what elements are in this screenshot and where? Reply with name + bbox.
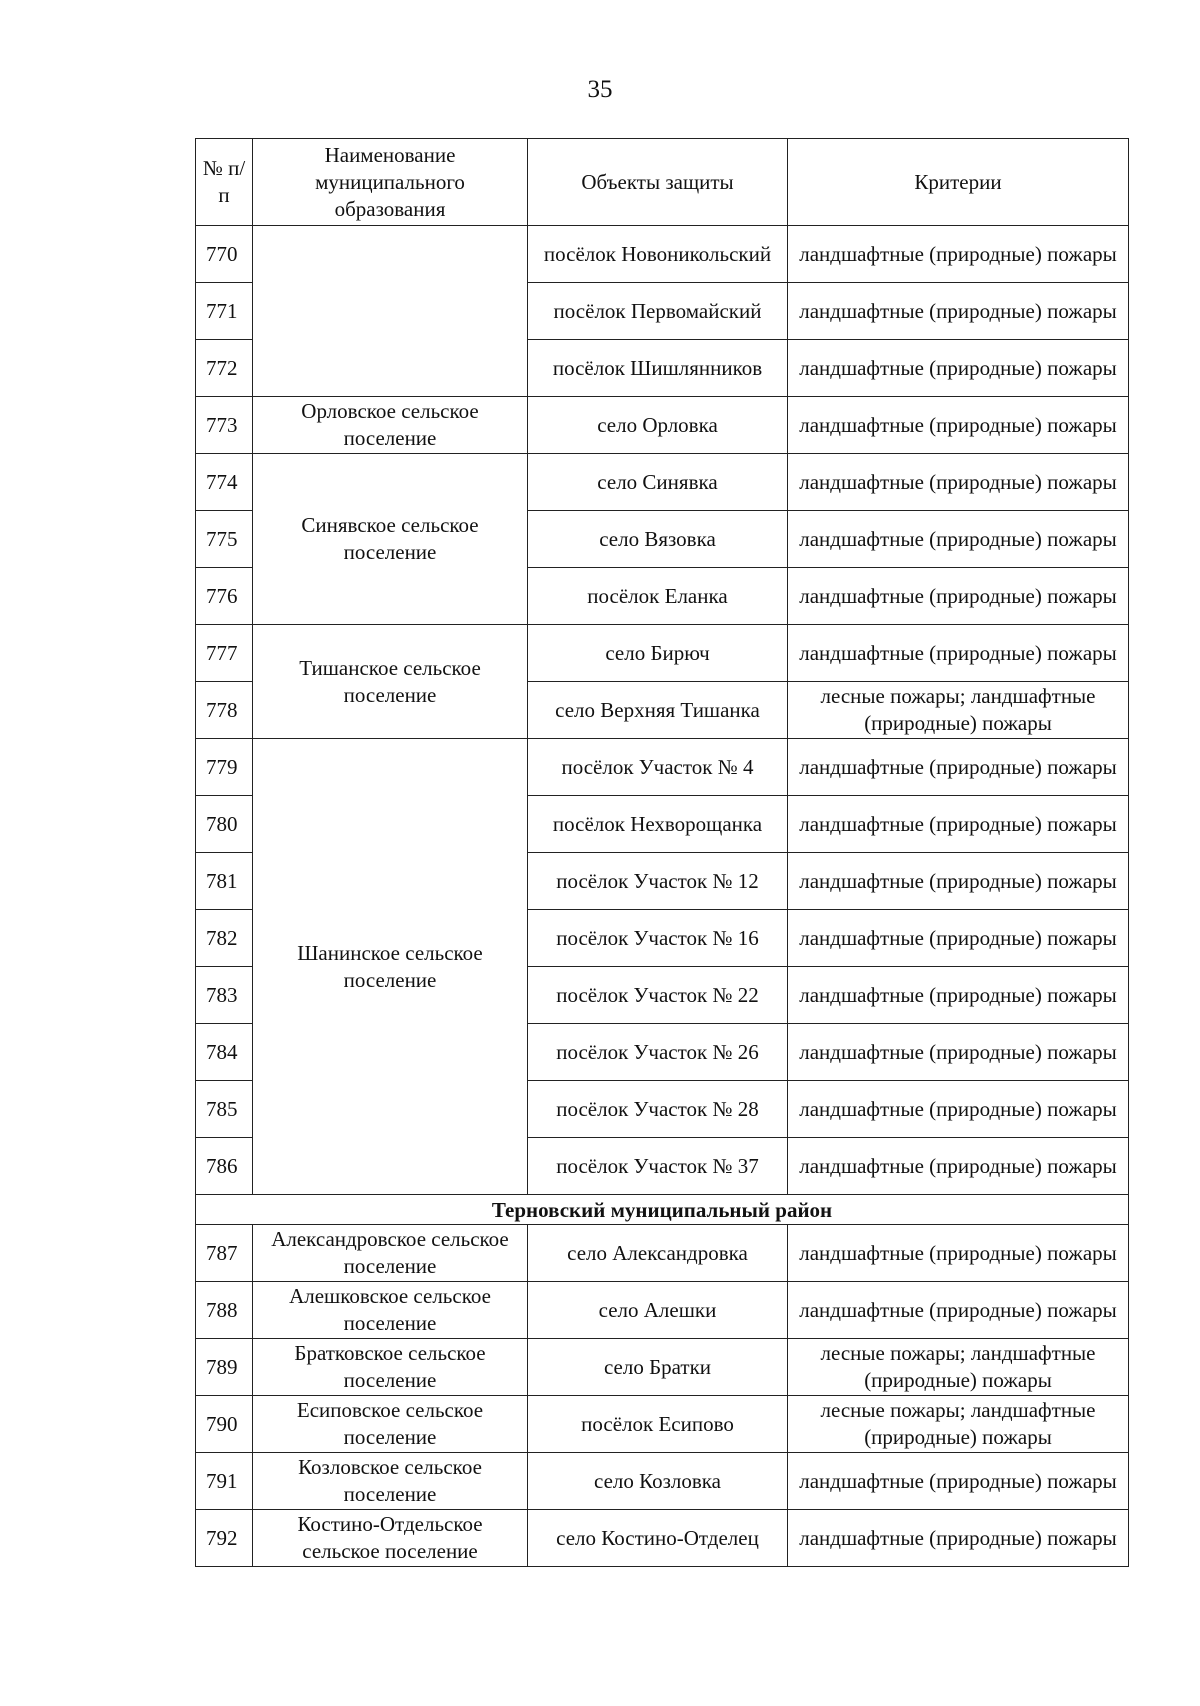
table-row (196, 1453, 1129, 1510)
criteria-cell: ландшафтные (природные) пожары (788, 796, 1129, 853)
municipality-cell: Козловское сельское поселение (253, 1453, 528, 1510)
protection-object-cell: село Александровка (528, 1225, 788, 1282)
row-number: 780 (196, 796, 253, 853)
header-object: Объекты защиты (528, 139, 788, 226)
row-number: 777 (196, 625, 253, 682)
row-number: 776 (196, 568, 253, 625)
row-number: 783 (196, 967, 253, 1024)
criteria-cell: ландшафтные (природные) пожары (788, 568, 1129, 625)
criteria-cell: ландшафтные (природные) пожары (788, 226, 1129, 283)
table-row (196, 1396, 1129, 1453)
row-number: 775 (196, 511, 253, 568)
table-row (196, 1510, 1129, 1567)
municipality-cell: Александровское сельское поселение (253, 1225, 528, 1282)
criteria-cell: ландшафтные (природные) пожары (788, 283, 1129, 340)
header-municipality: Наименование муниципального образования (253, 139, 528, 226)
criteria-cell: ландшафтные (природные) пожары (788, 454, 1129, 511)
row-number: 771 (196, 283, 253, 340)
criteria-cell: ландшафтные (природные) пожары (788, 1024, 1129, 1081)
protection-objects-table (195, 138, 1129, 1567)
criteria-cell: ландшафтные (природные) пожары (788, 397, 1129, 454)
municipality-cell: Есиповское сельское поселение (253, 1396, 528, 1453)
criteria-cell: ландшафтные (природные) пожары (788, 1510, 1129, 1567)
table-row (196, 1339, 1129, 1396)
row-number: 792 (196, 1510, 253, 1567)
criteria-cell: ландшафтные (природные) пожары (788, 625, 1129, 682)
row-number: 788 (196, 1282, 253, 1339)
protection-object-cell: посёлок Участок № 26 (528, 1024, 788, 1081)
protection-object-cell: посёлок Первомайский (528, 283, 788, 340)
municipality-cell: Орловское сельское поселение (253, 397, 528, 454)
criteria-cell: ландшафтные (природные) пожары (788, 910, 1129, 967)
row-number: 773 (196, 397, 253, 454)
municipality-cell: Алешковское сельское поселение (253, 1282, 528, 1339)
protection-object-cell: посёлок Участок № 22 (528, 967, 788, 1024)
protection-object-cell: посёлок Еланка (528, 568, 788, 625)
protection-object-cell: село Костино-Отделец (528, 1510, 788, 1567)
row-number: 787 (196, 1225, 253, 1282)
page-number: 35 (587, 76, 613, 103)
row-number: 782 (196, 910, 253, 967)
table-row (196, 1282, 1129, 1339)
protection-object-cell: село Верхняя Тишанка (528, 682, 788, 739)
row-number: 778 (196, 682, 253, 739)
protection-object-cell: село Бирюч (528, 625, 788, 682)
table-row (196, 1225, 1129, 1282)
criteria-cell: ландшафтные (природные) пожары (788, 1453, 1129, 1510)
row-number: 784 (196, 1024, 253, 1081)
district-section-title: Терновский муниципальный район (196, 1195, 1129, 1225)
protection-object-cell: посёлок Нехворощанка (528, 796, 788, 853)
criteria-cell: ландшафтные (природные) пожары (788, 853, 1129, 910)
municipality-cell: Шанинское сельское поселение (253, 739, 528, 1195)
row-number: 785 (196, 1081, 253, 1138)
protection-object-cell: село Орловка (528, 397, 788, 454)
criteria-cell: ландшафтные (природные) пожары (788, 1138, 1129, 1195)
municipality-cell: Костино-Отдельское сельское поселение (253, 1510, 528, 1567)
criteria-cell: ландшафтные (природные) пожары (788, 1225, 1129, 1282)
criteria-cell: ландшафтные (природные) пожары (788, 511, 1129, 568)
table-row (196, 739, 1129, 796)
row-number: 786 (196, 1138, 253, 1195)
table-body (196, 226, 1129, 1567)
protection-object-cell: посёлок Участок № 16 (528, 910, 788, 967)
table-row (196, 397, 1129, 454)
protection-object-cell: посёлок Участок № 12 (528, 853, 788, 910)
table-row (196, 625, 1129, 682)
protection-object-cell: посёлок Участок № 4 (528, 739, 788, 796)
row-number: 770 (196, 226, 253, 283)
row-number: 781 (196, 853, 253, 910)
district-section-row (196, 1195, 1129, 1225)
protection-object-cell: село Синявка (528, 454, 788, 511)
protection-object-cell: посёлок Есипово (528, 1396, 788, 1453)
protection-object-cell: село Алешки (528, 1282, 788, 1339)
protection-object-cell: село Братки (528, 1339, 788, 1396)
row-number: 772 (196, 340, 253, 397)
protection-object-cell: посёлок Участок № 28 (528, 1081, 788, 1138)
protection-object-cell: село Козловка (528, 1453, 788, 1510)
protection-object-cell: село Вязовка (528, 511, 788, 568)
criteria-cell: лесные пожары; ландшафтные (природные) пожары (788, 1396, 1129, 1453)
row-number: 789 (196, 1339, 253, 1396)
criteria-cell: ландшафтные (природные) пожары (788, 340, 1129, 397)
criteria-cell: ландшафтные (природные) пожары (788, 1081, 1129, 1138)
municipality-cell (253, 226, 528, 397)
table-header-row (196, 139, 1129, 226)
criteria-cell: ландшафтные (природные) пожары (788, 1282, 1129, 1339)
criteria-cell: ландшафтные (природные) пожары (788, 739, 1129, 796)
table-row (196, 454, 1129, 511)
criteria-cell: ландшафтные (природные) пожары (788, 967, 1129, 1024)
protection-object-cell: посёлок Шишлянников (528, 340, 788, 397)
header-num: № п/п (196, 139, 253, 226)
row-number: 791 (196, 1453, 253, 1510)
table-row (196, 226, 1129, 283)
criteria-cell: лесные пожары; ландшафтные (природные) пожары (788, 682, 1129, 739)
row-number: 779 (196, 739, 253, 796)
municipality-cell: Синявское сельское поселение (253, 454, 528, 625)
municipality-cell: Братковское сельское поселение (253, 1339, 528, 1396)
criteria-cell: лесные пожары; ландшафтные (природные) пожары (788, 1339, 1129, 1396)
protection-object-cell: посёлок Участок № 37 (528, 1138, 788, 1195)
municipality-cell: Тишанское сельское поселение (253, 625, 528, 739)
row-number: 774 (196, 454, 253, 511)
row-number: 790 (196, 1396, 253, 1453)
header-criteria: Критерии (788, 139, 1129, 226)
protection-object-cell: посёлок Новоникольский (528, 226, 788, 283)
